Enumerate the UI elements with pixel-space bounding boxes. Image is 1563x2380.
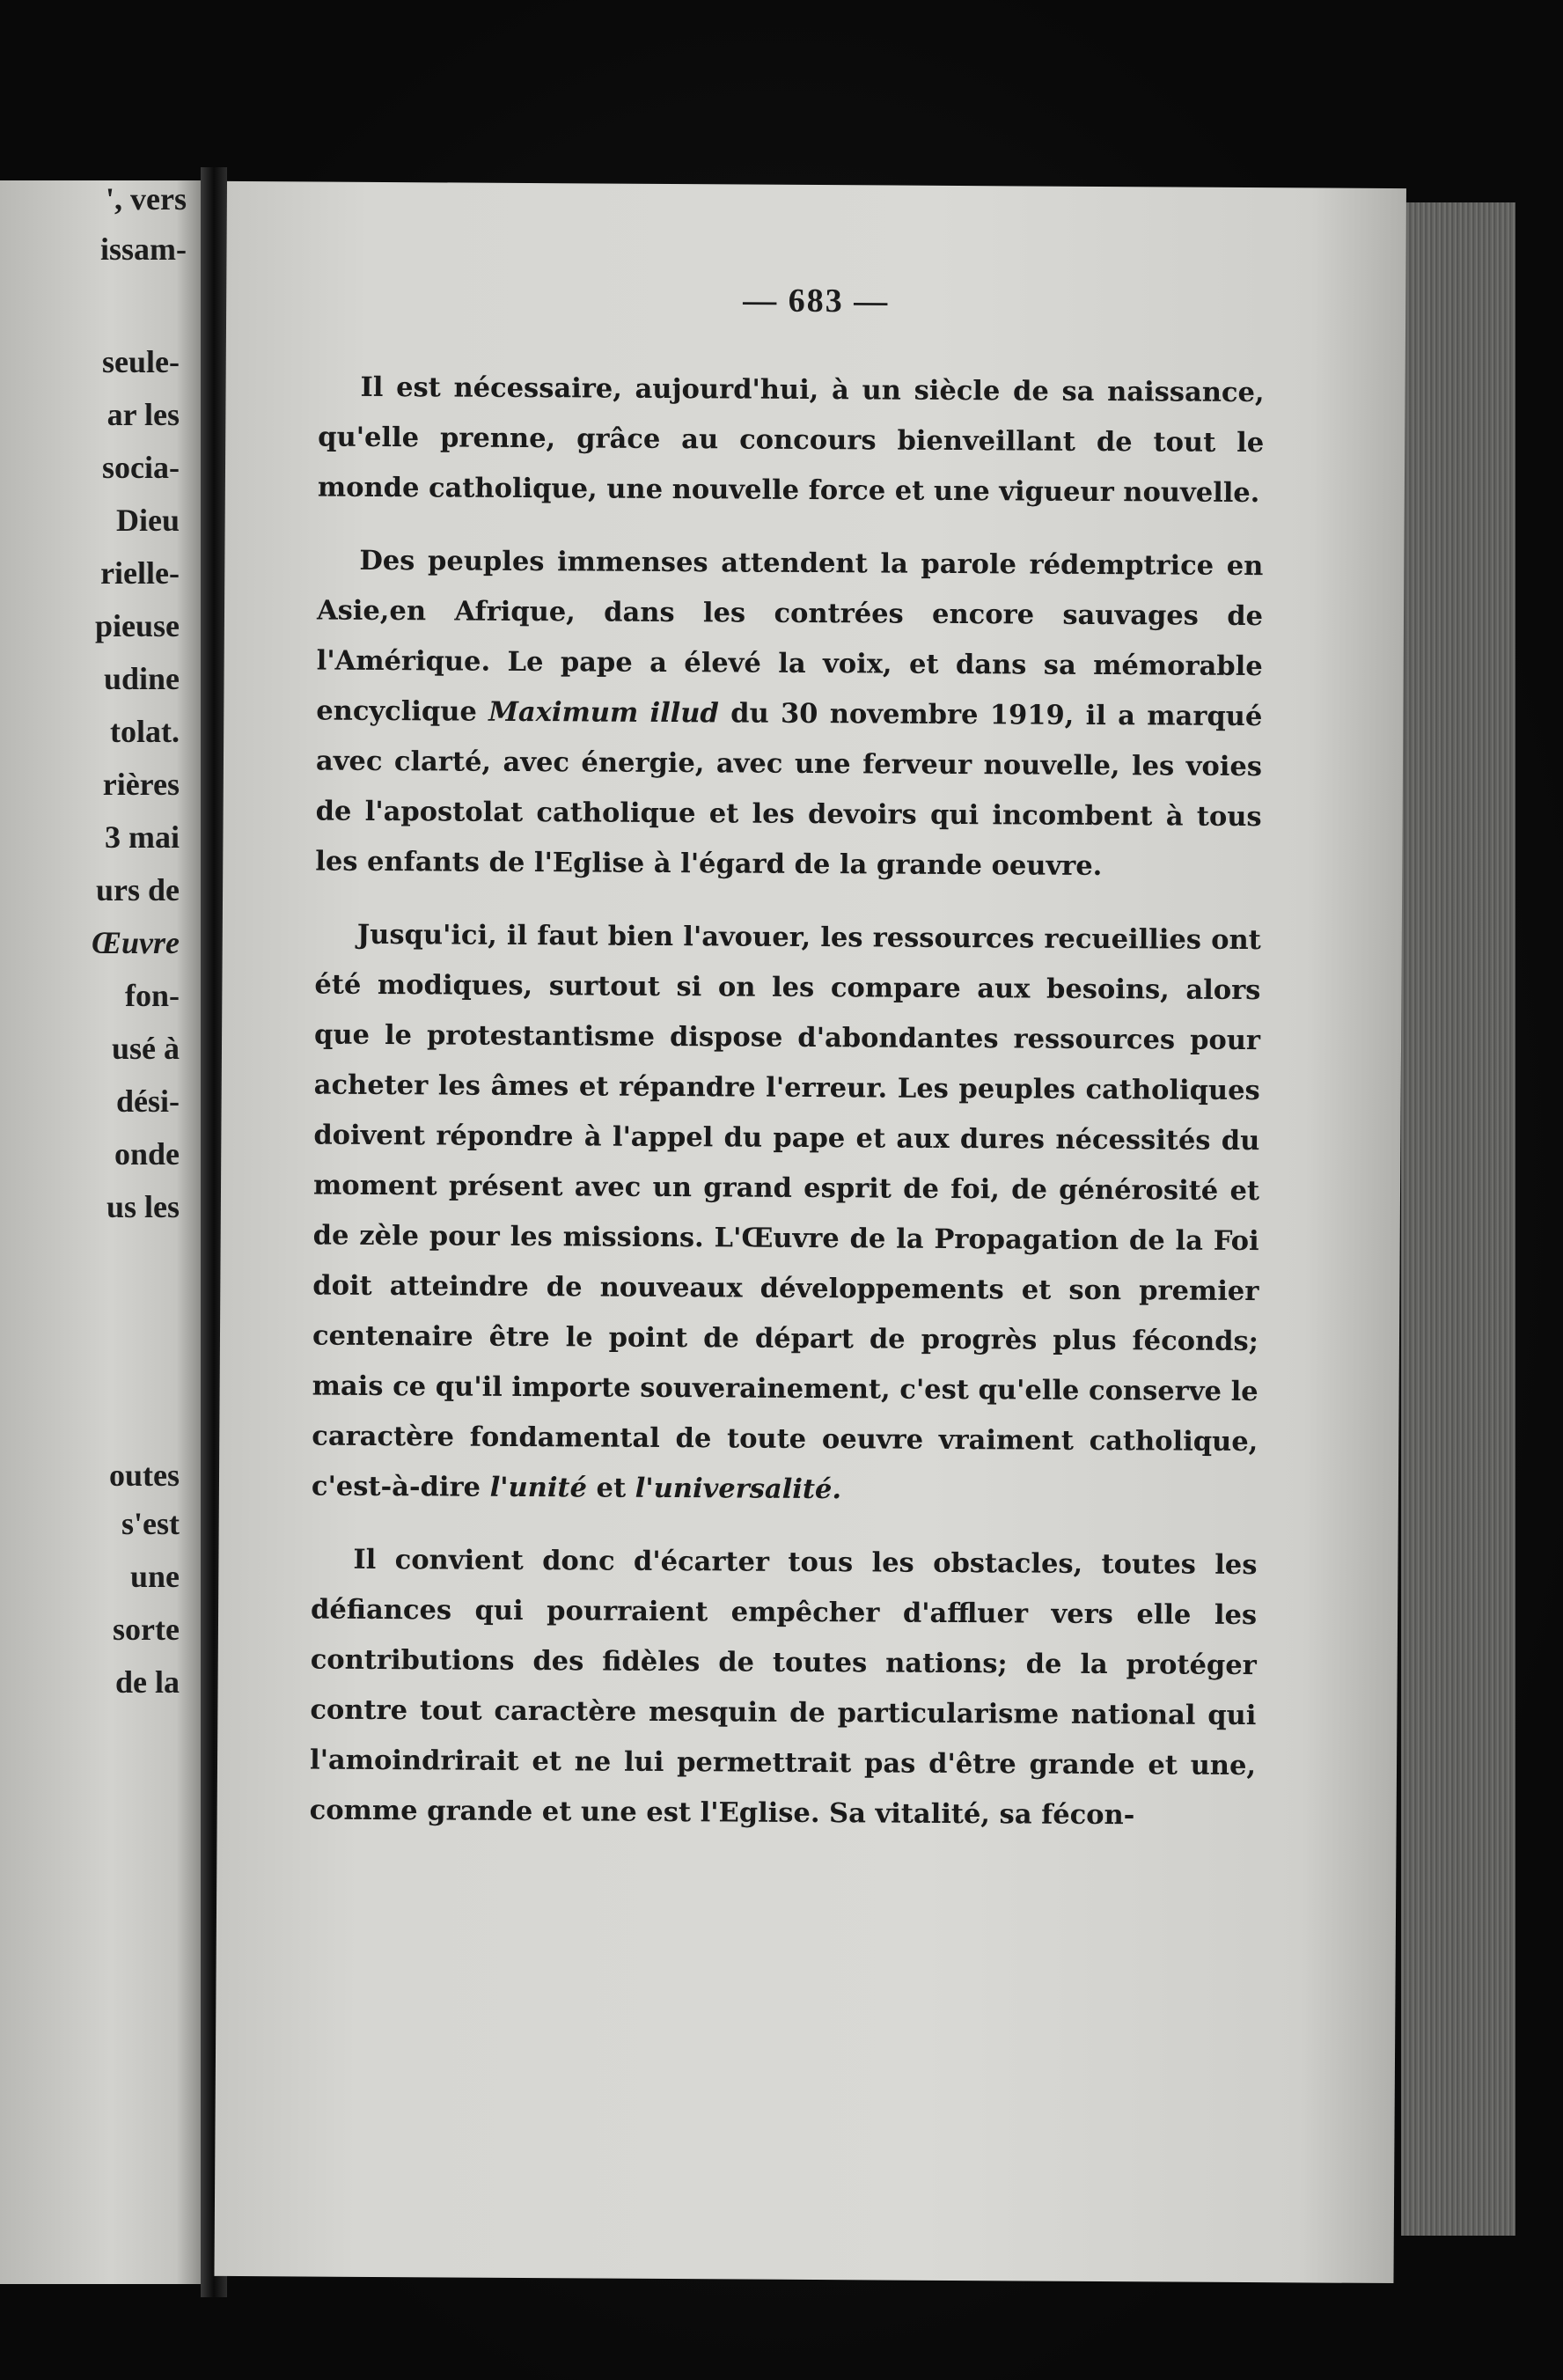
left-page-line: rielle-: [100, 555, 180, 591]
left-page-line: urs de: [95, 872, 180, 907]
emphasis-unite: l'unité: [489, 1471, 588, 1504]
paragraph-2: Des peuples immenses attendent la parole rédemptrice en Asie,en Afrique, dans les contrées encore sauvages de l'Amérique. Le pape a élevé la voix, et dans sa mémorable encyclique Maximum illud du 30 novembre 1919, il a marqué avec clarté, avec énergie, avec une ferveur nouvelle, les voies de l'apostolat catholique et les devoirs qui incombent à tous les enfants de l'Eglise à l'égard de la grande oeuvre.: [315, 544, 1264, 882]
left-page-line: tolat.: [110, 714, 180, 749]
left-page-line: ar les: [106, 397, 180, 432]
left-page-line: pieuse: [94, 608, 180, 643]
left-page-line: usé à: [111, 1031, 180, 1066]
left-page-line: dési-: [116, 1083, 180, 1119]
left-page-line: Œuvre: [92, 925, 180, 960]
page-edges: [1401, 202, 1515, 2236]
left-page-line: une: [129, 1559, 180, 1594]
left-page-line: udine: [103, 661, 180, 696]
emphasis-universalite: l'universalité.: [635, 1472, 842, 1506]
left-page-line: de la: [114, 1664, 180, 1700]
left-page-line: Dieu: [116, 503, 180, 538]
paragraph-3: Jusqu'ici, il faut bien l'avouer, les ressources recueillies ont été modiques, surtout si on les compare aux besoins, alors que le protestantisme dispose d'abondantes ressources pour acheter les âmes et répandre l'erreur. Les peuples catholiques doivent répondre à l'appel du pape et aux dures nécessités du moment présent avec un grand esprit de foi, de générosité et de zèle pour les missions. L'Œuvre de la Propagation de la Foi doit atteindre de nouveaux développements et son premier centenaire être le point de départ de progrès plus féconds; mais ce qu'il importe souverainement, c'est qu'elle conserve le caractère fondamental de toute oeuvre vraiment catholique, c'est-à-dire l'unité et l'universalité.: [311, 918, 1261, 1506]
left-page: [0, 180, 201, 2284]
left-page-line: issam-: [100, 231, 187, 267]
encyclical-title: Maximum illud: [488, 695, 719, 730]
left-page-line: 3 mai: [105, 819, 180, 855]
paragraph-1: Il est nécessaire, aujourd'hui, à un siècle de sa naissance, qu'elle prenne, grâce au concours bienveillant de tout le monde catholique, une nouvelle force et une vigueur nouvelle.: [317, 371, 1265, 510]
left-page-line: sorte: [113, 1612, 180, 1647]
page-number: — 683 —: [743, 282, 890, 320]
body-text: [309, 363, 1264, 1865]
left-page-line: rières: [102, 767, 180, 802]
left-page-line: s'est: [121, 1506, 180, 1541]
paragraph-4: Il convient donc d'écarter tous les obstacles, toutes les défiances qui pourraient empêcher d'affluer vers elle les contributions des fidèles de toutes nations; de la protéger contre tout caractère mesquin de particularisme national qui l'amoindrirait et ne lui permettrait pas d'être grande et une, comme grande et une est l'Eglise. Sa vitalité, sa fécon-: [309, 1543, 1258, 1832]
left-page-line: us les: [106, 1189, 180, 1224]
right-page: [214, 181, 1406, 2283]
left-page-line: outes: [109, 1458, 180, 1493]
left-page-line: onde: [114, 1136, 180, 1172]
left-page-line: socia-: [102, 450, 180, 485]
left-page-line: fon-: [125, 978, 180, 1013]
left-page-line: seule-: [102, 344, 180, 379]
left-page-line: ', vers: [106, 181, 187, 217]
